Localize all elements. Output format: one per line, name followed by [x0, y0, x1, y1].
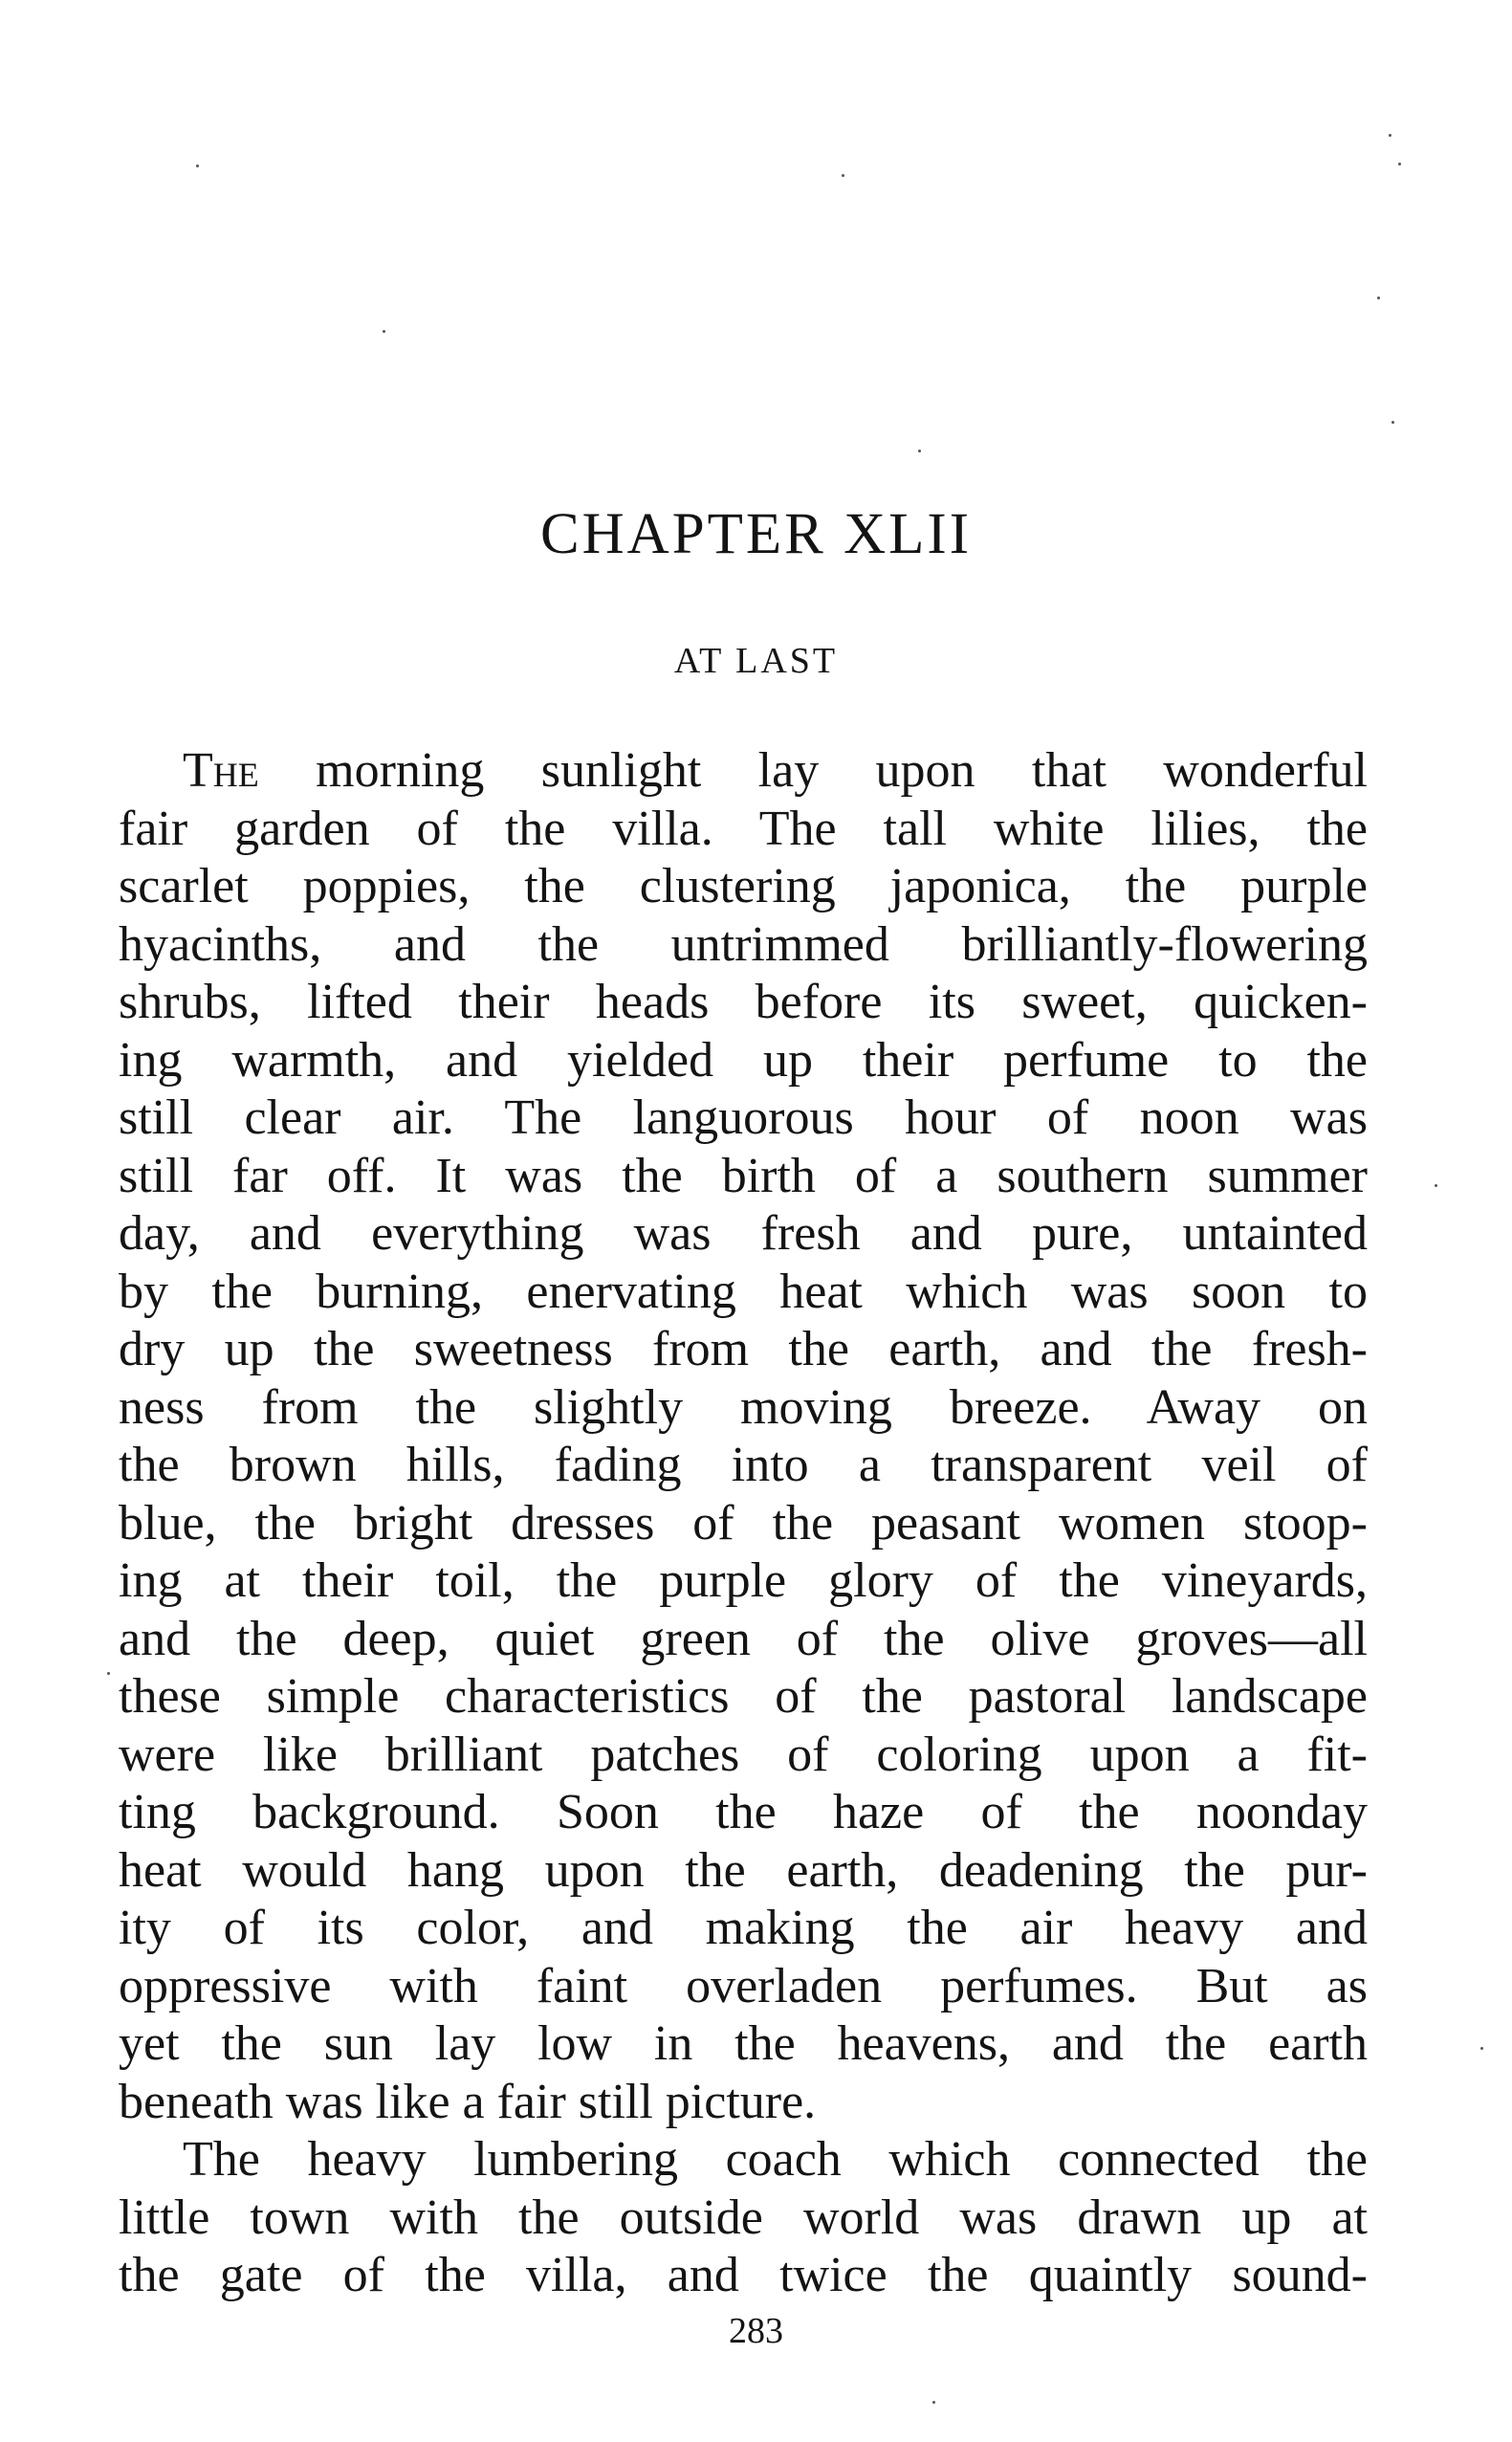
- paragraph-2-line: The heavy lumbering coach which connected the: [183, 2132, 1368, 2187]
- paragraph-1-line: these simple characteristics of the pastoral landscape: [119, 1669, 1368, 1724]
- paragraph-1-line: yet the sun lay low in the heavens, and the earth: [119, 2016, 1368, 2071]
- paragraph-1-line: were like brilliant patches of coloring upon a fit-: [119, 1727, 1368, 1782]
- paragraph-1-line: shrubs, lifted their heads before its sweet, quicken-: [119, 975, 1368, 1029]
- scan-speck: [918, 450, 921, 452]
- body-text: [119, 742, 1368, 2305]
- paragraph-1-line: still clear air. The languorous hour of noon was: [119, 1090, 1368, 1145]
- paragraph-2-line: little town with the outside world was drawn up at: [119, 2189, 1368, 2245]
- page-number: 283: [729, 2311, 783, 2351]
- paragraph-1-line: ing at their toil, the purple glory of the vineyards,: [119, 1553, 1368, 1608]
- paragraph-1-line: oppressive with faint overladen perfumes. But as: [119, 1958, 1368, 2013]
- paragraph-1-line: The morning sunlight lay upon that wonderful: [183, 743, 1368, 798]
- scan-speck: [1435, 1184, 1437, 1187]
- paragraph-1-line: hyacinths, and the untrimmed brilliantly-flowering: [119, 916, 1368, 972]
- paragraph-1-line: dry up the sweetness from the earth, and the fresh-: [119, 1322, 1368, 1376]
- scan-speck: [1377, 297, 1380, 299]
- chapter-subtitle: AT LAST: [673, 641, 839, 681]
- paragraph-1-line: fair garden of the villa. The tall white lilies, the: [119, 801, 1368, 856]
- paragraph-1-line: blue, the bright dresses of the peasant women stoop-: [119, 1495, 1368, 1551]
- paragraph-1-line: and the deep, quiet green of the olive groves—all: [119, 1611, 1368, 1666]
- paragraph-1-line: ity of its color, and making the air heavy and: [119, 1901, 1368, 1955]
- scan-speck: [1389, 134, 1391, 137]
- paragraph-1-line: ing warmth, and yielded up their perfume to the: [119, 1032, 1368, 1088]
- paragraph-1-line: by the burning, enervating heat which was soon to: [119, 1264, 1368, 1319]
- paragraph-1-line: beneath was like a fair still picture.: [119, 2074, 817, 2129]
- scan-speck: [842, 174, 844, 177]
- paragraph-2-line: the gate of the villa, and twice the quaintly sound-: [119, 2248, 1368, 2302]
- paragraph-1-line: ness from the slightly moving breeze. Away on: [119, 1379, 1368, 1435]
- scan-speck: [383, 330, 385, 333]
- chapter-title: CHAPTER XLII: [539, 502, 973, 566]
- scan-speck: [196, 165, 199, 167]
- scan-speck: [932, 2401, 935, 2404]
- scan-speck: [1480, 2047, 1483, 2050]
- scan-speck: [1391, 421, 1394, 424]
- dropcap-word: The: [183, 743, 259, 798]
- scan-speck: [107, 1672, 110, 1675]
- paragraph-1-line: day, and everything was fresh and pure, untainted: [119, 1206, 1368, 1261]
- paragraph-1-line: the brown hills, fading into a transparent veil of: [119, 1438, 1368, 1492]
- scan-speck: [1398, 163, 1401, 165]
- paragraph-1-line: still far off. It was the birth of a southern summer: [119, 1148, 1368, 1203]
- paragraph-1-line: scarlet poppies, the clustering japonica, the purple: [119, 859, 1368, 913]
- paragraph-1-line: ting background. Soon the haze of the noonday: [119, 1785, 1368, 1839]
- paragraph-1-line: heat would hang upon the earth, deadening the pur-: [119, 1842, 1368, 1898]
